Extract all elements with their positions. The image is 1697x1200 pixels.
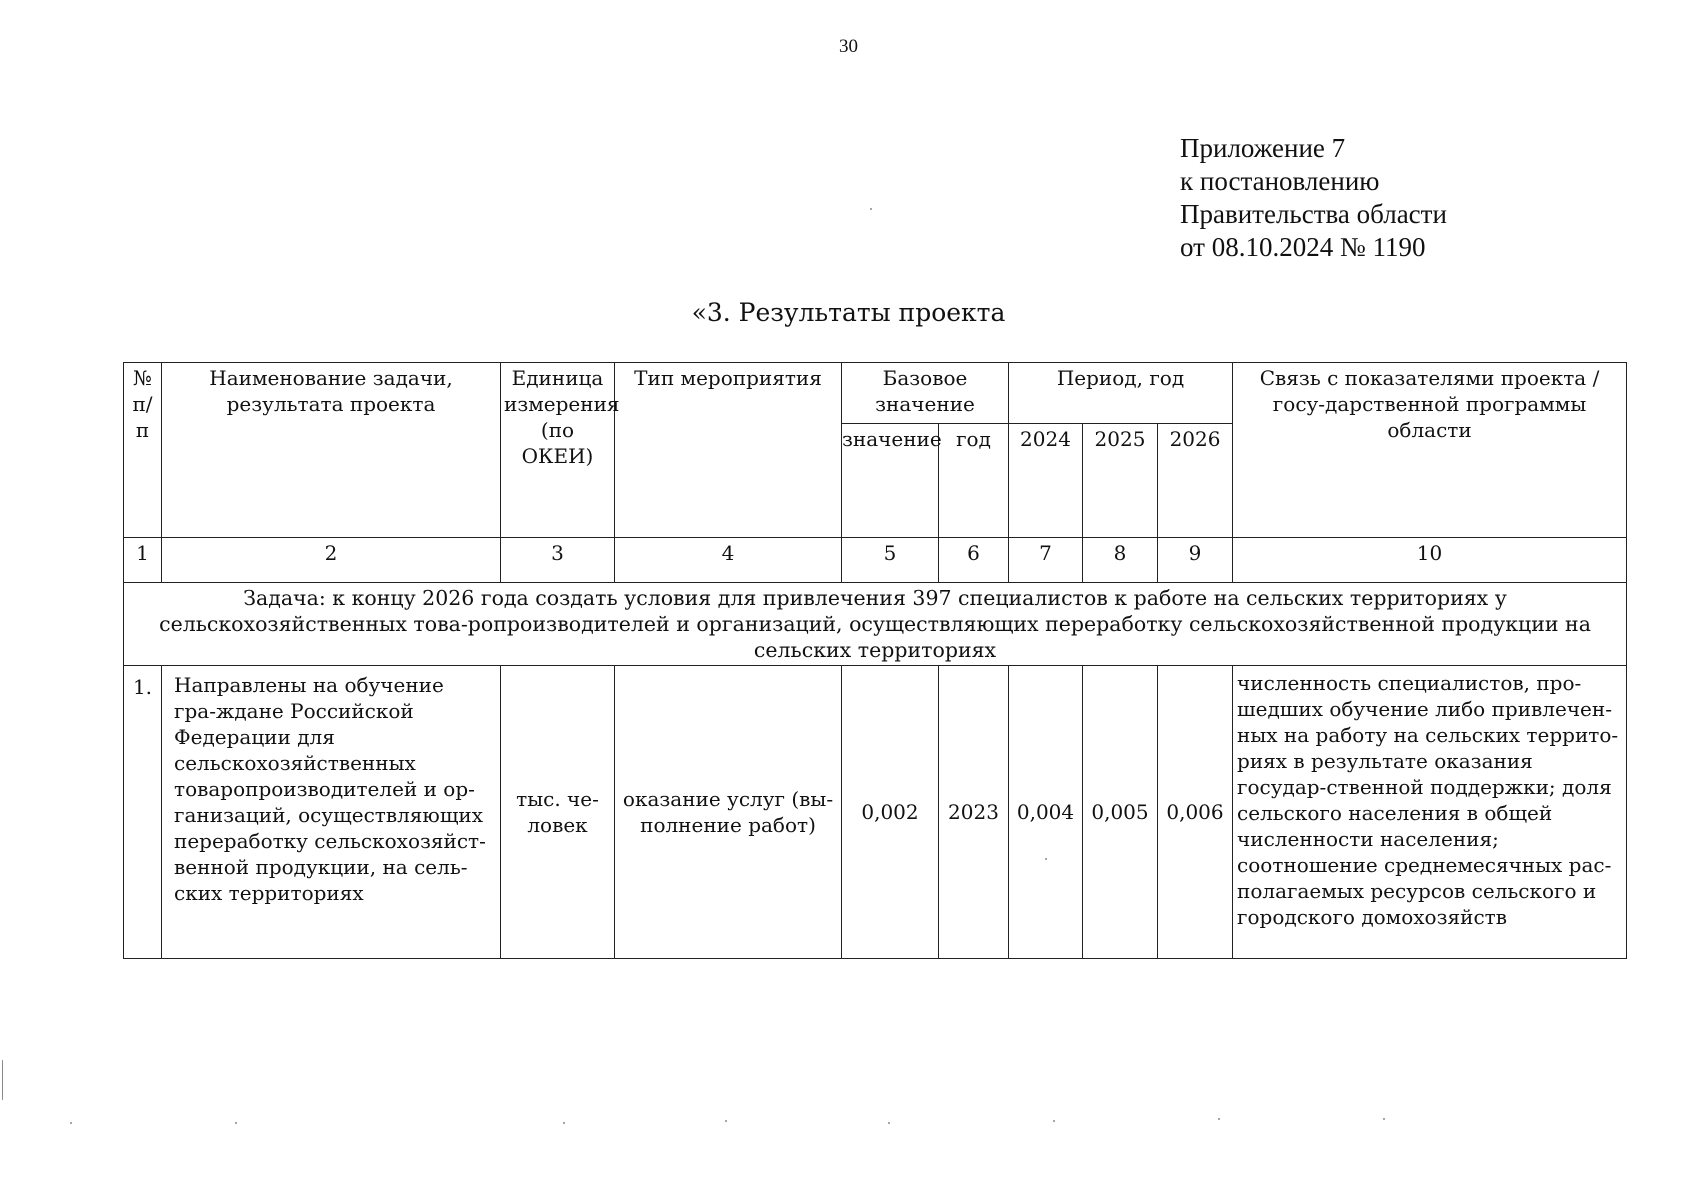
column-number: 8 xyxy=(1083,538,1158,583)
header-name: Наименование задачи, результата проекта xyxy=(162,363,501,538)
appendix-line: Приложение 7 xyxy=(1180,133,1346,163)
table-row xyxy=(124,666,1627,959)
header-period: Период, год xyxy=(1009,363,1233,424)
header-base: Базовое значение xyxy=(842,363,1009,424)
header-base-value: значение xyxy=(842,424,939,538)
column-number-row xyxy=(124,538,1627,583)
header-link: Связь с показателями проекта / госу-дарственной программы области xyxy=(1233,363,1627,538)
task-row xyxy=(124,583,1627,666)
scan-speck xyxy=(563,1122,565,1124)
row-unit: тыс. че-ловек xyxy=(501,666,615,959)
header-row xyxy=(124,363,1627,424)
scan-speck xyxy=(870,208,872,210)
section-title-wrap xyxy=(0,298,1697,327)
scan-speck xyxy=(725,1120,727,1122)
column-number: 6 xyxy=(939,538,1009,583)
header-year-2024: 2024 xyxy=(1009,424,1083,538)
scan-speck xyxy=(1053,1120,1055,1122)
appendix-line: к постановлению xyxy=(1180,166,1380,196)
header-unit: Единица измерения (по ОКЕИ) xyxy=(501,363,615,538)
row-base-year: 2023 xyxy=(939,666,1009,959)
row-value-2025: 0,005 xyxy=(1083,666,1158,959)
section-title: «3. Результаты проекта xyxy=(691,298,1006,327)
scan-speck xyxy=(888,1122,890,1124)
scan-speck xyxy=(235,1122,237,1124)
header-year-2025: 2025 xyxy=(1083,424,1158,538)
scan-speck xyxy=(2,1060,3,1100)
appendix-line: Правительства области xyxy=(1180,199,1447,229)
column-number: 9 xyxy=(1158,538,1233,583)
row-base-value: 0,002 xyxy=(842,666,939,959)
column-number: 1 xyxy=(124,538,162,583)
column-number: 3 xyxy=(501,538,615,583)
column-number: 5 xyxy=(842,538,939,583)
scan-speck xyxy=(1383,1118,1385,1120)
results-table xyxy=(123,362,1627,959)
column-number: 4 xyxy=(615,538,842,583)
appendix-line: от 08.10.2024 № 1190 xyxy=(1180,232,1426,262)
header-num: № п/п xyxy=(124,363,162,538)
column-number: 10 xyxy=(1233,538,1627,583)
scan-speck xyxy=(1045,858,1047,860)
appendix-block xyxy=(1180,132,1447,264)
row-num: 1. xyxy=(124,666,162,959)
row-type: оказание услуг (вы-полнение работ) xyxy=(615,666,842,959)
column-number: 2 xyxy=(162,538,501,583)
column-number: 7 xyxy=(1009,538,1083,583)
row-value-2024: 0,004 xyxy=(1009,666,1083,959)
header-type: Тип мероприятия xyxy=(615,363,842,538)
header-base-year: год xyxy=(939,424,1009,538)
scan-speck xyxy=(70,1122,72,1124)
scan-speck xyxy=(1218,1118,1220,1120)
page-number: 30 xyxy=(839,36,858,57)
row-value-2026: 0,006 xyxy=(1158,666,1233,959)
row-link: численность специалистов, про-шедших обучение либо привлечен-ных на работу на сельских террито-риях в результате оказания государ-ственной поддержки; доля сельского населения в общей численности населения; соотношение среднемесячных рас-полагаемых ресурсов сельского и городского домохозяйств xyxy=(1233,666,1627,959)
row-name: Направлены на обучение гра-ждане Российской Федерации для сельскохозяйственных товаропроизводителей и ор-ганизаций, осуществляющих переработку сельскохозяйст-венной продукции, на сель-ских территориях xyxy=(162,666,501,959)
task-text: Задача: к концу 2026 года создать условия для привлечения 397 специалистов к работе на сельских территориях у сельскохозяйственных това-ропроизводителей и организаций, осуществляющих переработку сельскохозяйственной продукции на сельских территориях xyxy=(124,583,1627,666)
header-year-2026: 2026 xyxy=(1158,424,1233,538)
